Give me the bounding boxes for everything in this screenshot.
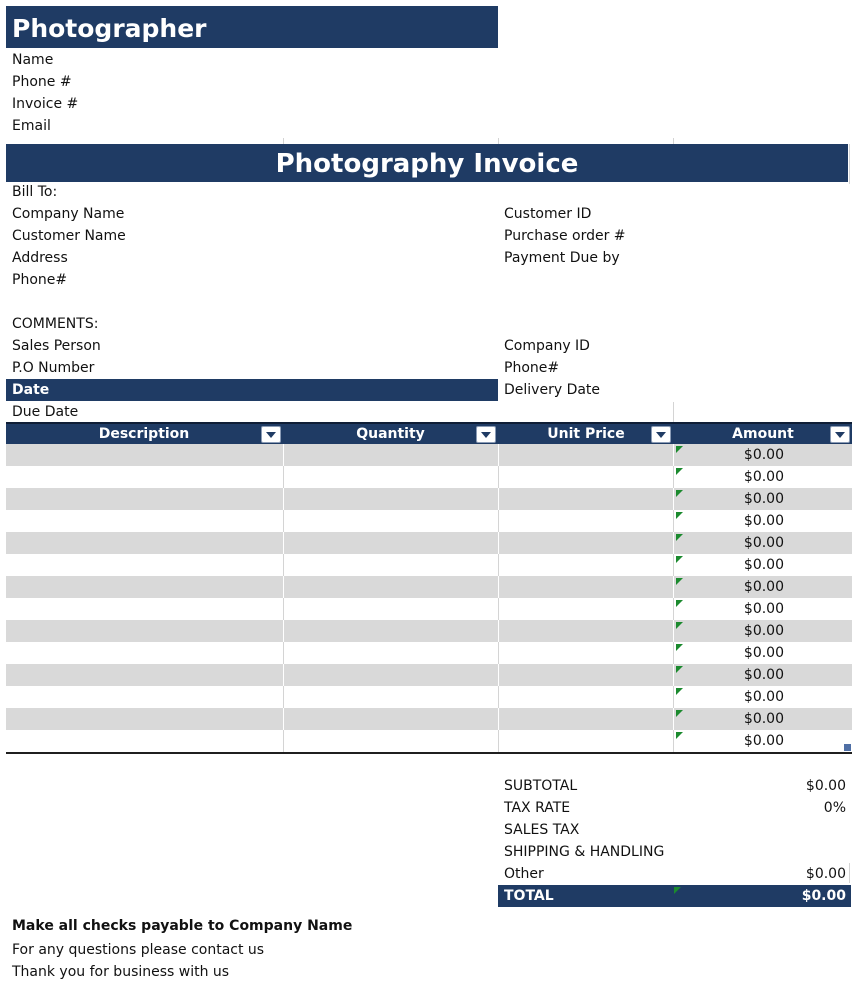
amount-cell[interactable]: $0.00: [743, 579, 784, 595]
amount-cell[interactable]: $0.00: [743, 689, 784, 705]
amount-cell[interactable]: $0.00: [743, 469, 784, 485]
error-flag-icon: [674, 887, 681, 894]
bill-to-heading: Bill To:: [12, 184, 58, 200]
column-separator: [673, 488, 674, 510]
table-row[interactable]: [6, 730, 852, 752]
table-row[interactable]: [6, 620, 852, 642]
amount-cell[interactable]: $0.00: [743, 447, 784, 463]
company-id-label: Company ID: [504, 338, 590, 354]
column-separator: [673, 598, 674, 620]
column-separator: [673, 664, 674, 686]
error-flag-icon: [676, 490, 683, 497]
payment-due-label: Payment Due by: [504, 250, 620, 266]
error-flag-icon: [676, 556, 683, 563]
column-separator: [673, 554, 674, 576]
column-separator: [283, 664, 284, 686]
error-flag-icon: [676, 600, 683, 607]
photographer-email-label: Email: [12, 118, 51, 134]
photographer-name-label: Name: [12, 52, 54, 68]
column-separator: [283, 708, 284, 730]
table-row[interactable]: [6, 576, 852, 598]
error-flag-icon: [676, 732, 683, 739]
table-row[interactable]: [6, 444, 852, 466]
shipping-handling-label: SHIPPING & HANDLING: [504, 844, 665, 860]
column-separator: [673, 686, 674, 708]
error-flag-icon: [676, 622, 683, 629]
column-separator: [283, 576, 284, 598]
subtotal-label: SUBTOTAL: [504, 778, 578, 794]
error-flag-icon: [676, 468, 683, 475]
description-filter-dropdown[interactable]: [261, 426, 281, 443]
invoice-title: Photography Invoice: [275, 149, 579, 179]
error-flag-icon: [676, 512, 683, 519]
photographer-invoice-label: Invoice #: [12, 96, 79, 112]
table-row[interactable]: [6, 488, 852, 510]
customer-name-label: Customer Name: [12, 228, 126, 244]
customer-id-label: Customer ID: [504, 206, 592, 222]
other-value: $0.00: [805, 866, 846, 882]
company-phone-label: Phone#: [504, 360, 560, 376]
column-separator: [498, 532, 499, 554]
column-separator: [283, 730, 284, 752]
tax-rate-label: TAX RATE: [504, 800, 571, 816]
other-label: Other: [504, 866, 544, 882]
error-flag-icon: [676, 666, 683, 673]
column-separator: [498, 598, 499, 620]
address-label: Address: [12, 250, 68, 266]
gridline: [673, 402, 674, 422]
error-flag-icon: [676, 446, 683, 453]
table-body: [6, 444, 852, 752]
column-separator: [498, 642, 499, 664]
column-separator: [498, 620, 499, 642]
table-row[interactable]: [6, 708, 852, 730]
column-separator: [283, 686, 284, 708]
amount-cell[interactable]: $0.00: [743, 645, 784, 661]
photographer-title: Photographer: [12, 14, 207, 43]
table-bottom-border: [6, 752, 852, 754]
date-selected-cell[interactable]: [6, 379, 498, 401]
amount-cell[interactable]: $0.00: [743, 623, 784, 639]
date-label: Date: [12, 382, 50, 398]
description-header: Description: [98, 426, 190, 442]
column-separator: [673, 532, 674, 554]
amount-cell[interactable]: $0.00: [743, 667, 784, 683]
invoice-title-banner: [6, 144, 848, 182]
column-separator: [498, 554, 499, 576]
amount-cell[interactable]: $0.00: [743, 601, 784, 617]
column-separator: [283, 510, 284, 532]
purchase-order-label: Purchase order #: [504, 228, 626, 244]
column-separator: [673, 576, 674, 598]
unit-price-header: Unit Price: [547, 426, 625, 442]
photographer-phone-label: Phone #: [12, 74, 72, 90]
column-separator: [498, 444, 499, 466]
column-separator: [498, 730, 499, 752]
column-separator: [673, 620, 674, 642]
photographer-banner: [6, 6, 498, 48]
amount-cell[interactable]: $0.00: [743, 491, 784, 507]
company-name-label: Company Name: [12, 206, 125, 222]
quantity-header: Quantity: [356, 426, 425, 442]
total-value: $0.00: [801, 888, 846, 904]
delivery-date-label: Delivery Date: [504, 382, 601, 398]
table-row[interactable]: [6, 554, 852, 576]
tax-rate-value: 0%: [823, 800, 846, 816]
quantity-filter-dropdown[interactable]: [476, 426, 496, 443]
error-flag-icon: [676, 534, 683, 541]
column-separator: [283, 554, 284, 576]
table-row[interactable]: [6, 686, 852, 708]
amount-cell[interactable]: $0.00: [743, 557, 784, 573]
column-separator: [498, 466, 499, 488]
amount-cell[interactable]: $0.00: [743, 733, 784, 749]
column-separator: [498, 708, 499, 730]
po-number-label: P.O Number: [12, 360, 95, 376]
amount-header: Amount: [732, 426, 794, 442]
column-separator: [498, 686, 499, 708]
column-separator: [673, 510, 674, 532]
amount-cell[interactable]: $0.00: [743, 535, 784, 551]
column-separator: [498, 664, 499, 686]
column-separator: [673, 642, 674, 664]
gridline: [849, 144, 850, 184]
column-separator: [283, 598, 284, 620]
comments-heading: COMMENTS:: [12, 316, 99, 332]
column-separator: [673, 708, 674, 730]
checks-payable-note: Make all checks payable to Company Name: [12, 918, 353, 934]
error-flag-icon: [676, 688, 683, 695]
phone-label: Phone#: [12, 272, 68, 288]
table-row[interactable]: [6, 510, 852, 532]
column-separator: [498, 488, 499, 510]
amount-cell[interactable]: $0.00: [743, 513, 784, 529]
column-separator: [673, 730, 674, 752]
table-resize-handle[interactable]: [844, 744, 851, 751]
amount-filter-dropdown[interactable]: [830, 426, 850, 443]
table-row[interactable]: [6, 642, 852, 664]
column-separator: [283, 642, 284, 664]
questions-note: For any questions please contact us: [12, 942, 265, 958]
amount-cell[interactable]: $0.00: [743, 711, 784, 727]
column-separator: [283, 532, 284, 554]
total-label: TOTAL: [504, 888, 554, 904]
unit-price-filter-dropdown[interactable]: [651, 426, 671, 443]
gridline: [849, 863, 850, 883]
sales-person-label: Sales Person: [12, 338, 101, 354]
column-separator: [498, 576, 499, 598]
column-separator: [283, 466, 284, 488]
table-row[interactable]: [6, 598, 852, 620]
table-row[interactable]: [6, 532, 852, 554]
sales-tax-label: SALES TAX: [504, 822, 580, 838]
column-separator: [283, 444, 284, 466]
column-separator: [673, 466, 674, 488]
due-date-label: Due Date: [12, 404, 79, 420]
error-flag-icon: [676, 644, 683, 651]
total-row: [498, 885, 851, 907]
table-header: [6, 422, 852, 444]
column-separator: [498, 510, 499, 532]
column-separator: [283, 488, 284, 510]
column-separator: [283, 620, 284, 642]
error-flag-icon: [676, 710, 683, 717]
thanks-note: Thank you for business with us: [12, 964, 230, 980]
column-separator: [673, 444, 674, 466]
error-flag-icon: [676, 578, 683, 585]
subtotal-value: $0.00: [805, 778, 846, 794]
table-row[interactable]: [6, 466, 852, 488]
table-row[interactable]: [6, 664, 852, 686]
